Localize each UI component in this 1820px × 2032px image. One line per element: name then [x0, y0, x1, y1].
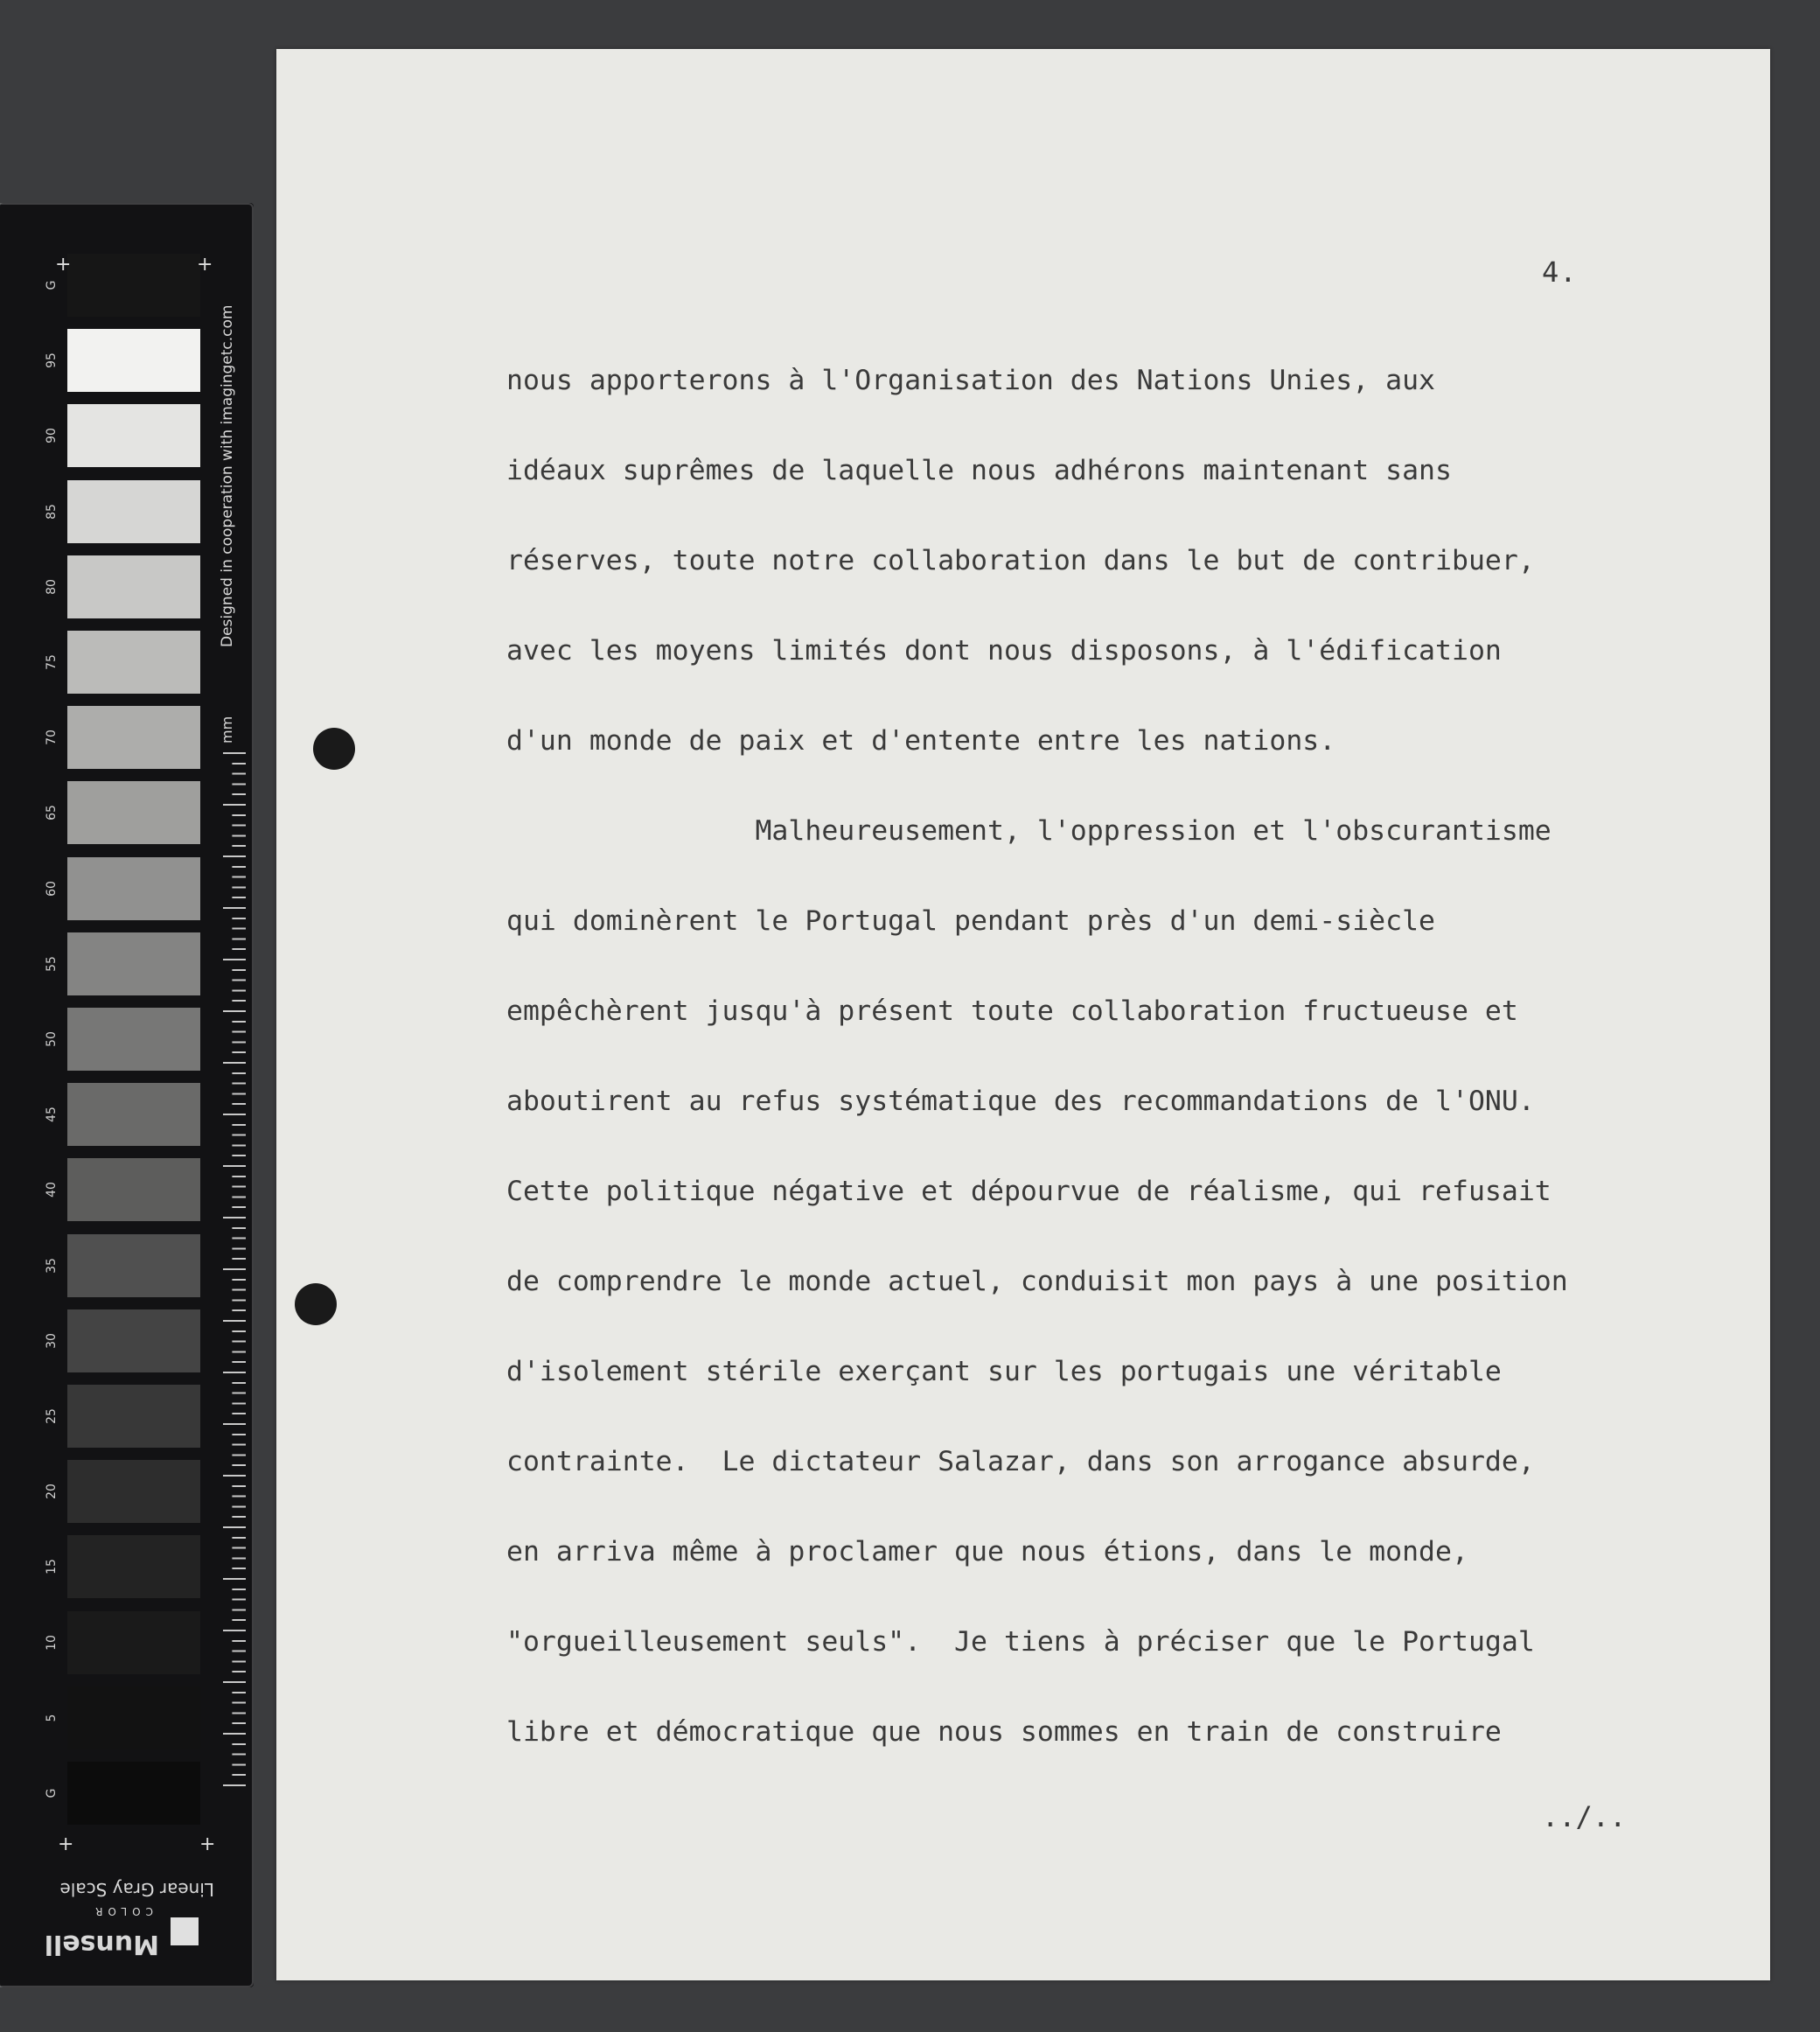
gray-patch — [67, 555, 200, 618]
patch-label: 85 — [45, 503, 59, 520]
gray-patch — [67, 404, 200, 467]
page-number: 4. — [1542, 255, 1578, 289]
punch-hole — [295, 1283, 337, 1325]
gray-patch — [67, 1234, 200, 1297]
text-line: empêchèrent jusqu'à présent toute collaboration fructueuse et — [506, 995, 1518, 1027]
patch-label: 10 — [45, 1634, 59, 1651]
card-credit: Designed in cooperation with imagingetc.com — [219, 304, 236, 647]
unit-label: mm — [219, 716, 235, 744]
body-text — [506, 359, 1661, 1800]
gray-patch — [67, 1460, 200, 1523]
patch-label: 40 — [45, 1182, 59, 1198]
gray-patch — [67, 857, 200, 920]
gray-patch — [67, 1158, 200, 1221]
gray-patch — [67, 1385, 200, 1448]
gray-patch — [67, 706, 200, 769]
patch-label: G — [45, 280, 59, 290]
patch-label: 70 — [45, 730, 59, 746]
munsell-logo-icon — [171, 1917, 199, 1945]
text-line: qui dominèrent le Portugal pendant près d'un demi-siècle — [506, 905, 1436, 937]
plus-mark: + — [55, 254, 72, 276]
gray-patch — [67, 932, 200, 995]
patch-label: G — [45, 1788, 59, 1798]
patch-label: 95 — [45, 353, 59, 369]
patch-label: 5 — [45, 1714, 59, 1722]
scale-title: Linear Gray Scale — [59, 1879, 214, 1900]
patch-label: 25 — [45, 1408, 59, 1424]
punch-hole — [313, 728, 355, 770]
brand-sub: COLOR — [90, 1905, 153, 1917]
patch-label: 50 — [45, 1031, 59, 1047]
text-line: d'un monde de paix et d'entente entre les nations. — [506, 725, 1336, 757]
gray-patch — [67, 1611, 200, 1674]
patch-label: 20 — [45, 1484, 59, 1500]
patch-label: 75 — [45, 654, 59, 670]
text-line: libre et démocratique que nous sommes en train de construire — [506, 1716, 1502, 1748]
text-line: "orgueilleusement seuls". Je tiens à préciser que le Portugal — [506, 1626, 1535, 1658]
gray-patch — [67, 1309, 200, 1372]
gray-patch — [67, 631, 200, 694]
text-line: en arriva même à proclamer que nous étions, dans le monde, — [506, 1536, 1468, 1568]
text-line: aboutirent au refus systématique des recommandations de l'ONU. — [506, 1086, 1535, 1117]
gray-patch — [67, 329, 200, 392]
gray-patch — [67, 480, 200, 543]
gray-patch — [67, 1083, 200, 1146]
gray-patch — [67, 1762, 200, 1825]
plus-mark: + — [197, 254, 213, 276]
text-line: Cette politique négative et dépourvue de réalisme, qui refusait — [506, 1176, 1552, 1207]
gray-patch — [67, 1535, 200, 1598]
text-line: Malheureusement, l'oppression et l'obscurantisme — [506, 815, 1552, 847]
text-line: nous apporterons à l'Organisation des Nations Unies, aux — [506, 365, 1436, 396]
patch-label: 60 — [45, 880, 59, 897]
text-line: avec les moyens limités dont nous disposons, à l'édification — [506, 635, 1502, 667]
patch-label: 65 — [45, 805, 59, 821]
gray-patch — [67, 254, 200, 317]
patch-label: 55 — [45, 955, 59, 972]
brand-name: Munsell — [44, 1929, 159, 1959]
patch-label: 90 — [45, 428, 59, 444]
gray-patch — [67, 1686, 200, 1749]
continuation-mark: ../.. — [1542, 1800, 1627, 1833]
patch-label: 30 — [45, 1332, 59, 1349]
text-line: de comprendre le monde actuel, conduisit mon pays à une position — [506, 1266, 1568, 1297]
gray-patch — [67, 781, 200, 844]
text-line: d'isolement stérile exerçant sur les portugais une véritable — [506, 1356, 1502, 1387]
text-line: contrainte. Le dictateur Salazar, dans son arrogance absurde, — [506, 1446, 1535, 1477]
patch-label: 80 — [45, 578, 59, 595]
text-line: réserves, toute notre collaboration dans le but de contribuer, — [506, 545, 1535, 576]
text-line: idéaux suprêmes de laquelle nous adhérons maintenant sans — [506, 455, 1452, 486]
patch-label: 15 — [45, 1559, 59, 1575]
plus-mark: + — [199, 1833, 216, 1855]
patch-label: 45 — [45, 1107, 59, 1123]
patch-label: 35 — [45, 1257, 59, 1274]
plus-mark: + — [58, 1833, 74, 1855]
gray-patch — [67, 1008, 200, 1071]
